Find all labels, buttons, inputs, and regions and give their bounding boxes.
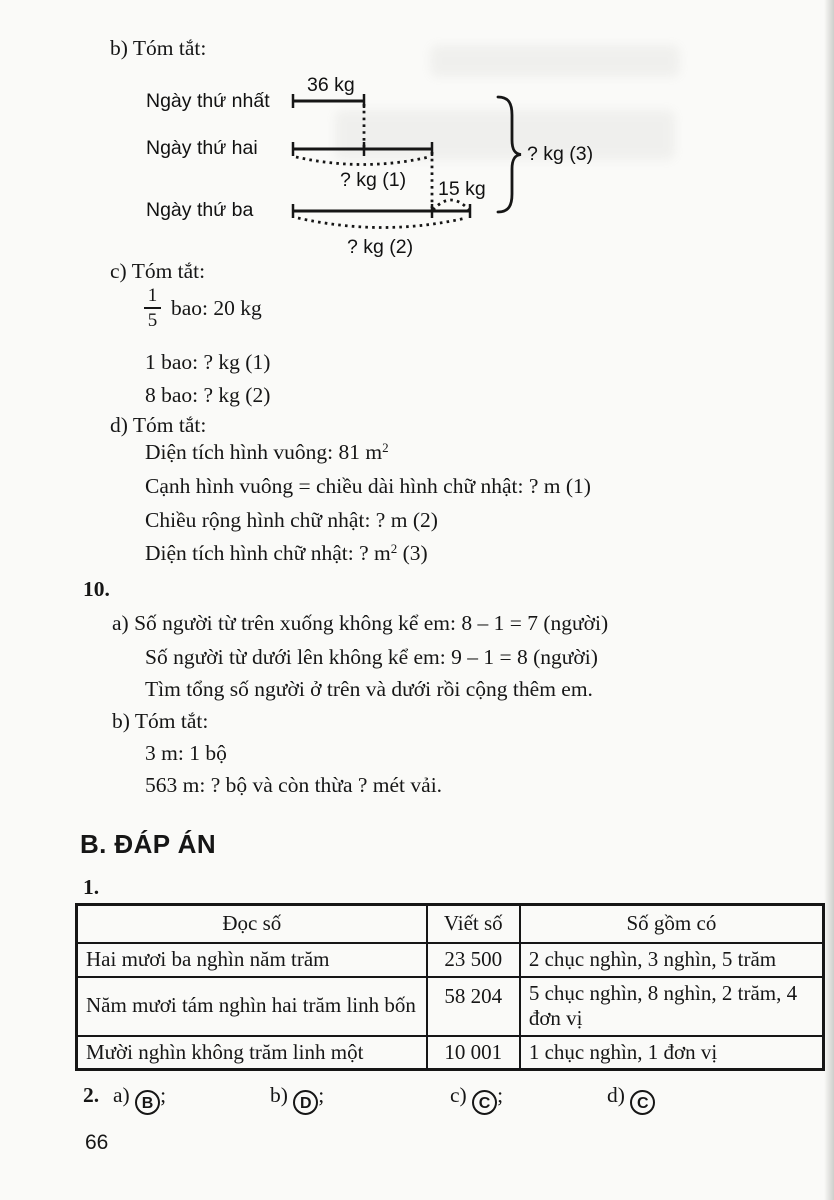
cell-viet-so: 10 001 <box>427 1036 520 1070</box>
option-label: a) <box>113 1083 130 1107</box>
part-c-line2: 8 bao: ? kg (2) <box>145 383 271 407</box>
answer-item1-number: 1. <box>83 875 100 899</box>
diagram-row1-label: Ngày thứ nhất <box>146 90 270 112</box>
cell-viet-so: 58 204 <box>427 977 520 1036</box>
cell-viet-so: 23 500 <box>427 943 520 977</box>
part-c-title: c) Tóm tắt: <box>110 259 206 283</box>
unknown1-label: ? kg (1) <box>340 169 407 191</box>
fraction-denominator: 5 <box>147 310 158 332</box>
cell-doc-so: Hai mươi ba nghìn năm trăm <box>77 943 427 977</box>
part-d-line3: Chiều rộng hình chữ nhật: ? m (2) <box>145 508 438 532</box>
table-header-row <box>77 905 824 944</box>
part-d-line1-text: Diện tích hình vuông: 81 m <box>145 440 383 464</box>
answer-option-a <box>113 1083 166 1115</box>
table-row <box>77 1036 824 1070</box>
option-separator: ; <box>497 1083 504 1107</box>
diagram-row2-label: Ngày thứ hai <box>146 137 258 159</box>
option-label: c) <box>450 1083 467 1107</box>
scan-edge-shadow <box>824 0 834 1200</box>
cell-so-gom-co: 5 chục nghìn, 8 nghìn, 2 trăm, 4 đơn vị <box>520 977 824 1036</box>
day1-value-label: 36 kg <box>307 74 355 96</box>
answer-section-heading: B. ĐÁP ÁN <box>80 829 217 859</box>
unknown2-label: ? kg (2) <box>347 236 414 258</box>
part-d-line1-sup: 2 <box>382 440 389 455</box>
problem-10-number: 10. <box>83 577 110 601</box>
option-separator: ; <box>160 1083 167 1107</box>
cell-so-gom-co: 2 chục nghìn, 3 nghìn, 5 trăm <box>520 943 824 977</box>
circled-letter: C <box>472 1090 497 1115</box>
fraction <box>144 286 161 331</box>
table-row <box>77 977 824 1036</box>
header-so-gom-co: Số gồm có <box>520 905 824 944</box>
diagram-row3-label: Ngày thứ ba <box>146 199 254 221</box>
part-d-line2: Cạnh hình vuông = chiều dài hình chữ nhật: ? m (1) <box>145 474 591 498</box>
problem-10a-line3: Tìm tổng số người ở trên và dưới rồi cộng thêm em. <box>145 677 593 701</box>
problem-10b-title: b) Tóm tắt: <box>112 709 209 733</box>
option-label: d) <box>607 1083 625 1107</box>
part-d-line4 <box>145 541 428 567</box>
circled-letter: C <box>630 1090 655 1115</box>
fraction-rest: bao: 20 kg <box>171 295 262 320</box>
answer-option-d <box>607 1083 655 1115</box>
problem-10b-line2: 563 m: ? bộ và còn thừa ? mét vải. <box>145 773 443 797</box>
answer-option-b <box>270 1083 324 1115</box>
part-c-line1: 1 bao: ? kg (1) <box>145 350 271 374</box>
circled-letter: B <box>135 1090 160 1115</box>
part-d-line4-text: Diện tích hình chữ nhật: ? m <box>145 541 391 565</box>
problem-10a-line2: Số người từ dưới lên không kể em: 9 – 1 = 8 (người) <box>145 645 598 669</box>
part-c-fraction-line <box>144 286 262 331</box>
cell-so-gom-co: 1 chục nghìn, 1 đơn vị <box>520 1036 824 1070</box>
answer-item2-number: 2. <box>83 1083 100 1107</box>
problem-10b-line1: 3 m: 1 bộ <box>145 741 227 765</box>
extra-value-label: 15 kg <box>438 178 486 200</box>
answer-table <box>75 903 825 1071</box>
option-separator: ; <box>318 1083 325 1107</box>
bar-diagram <box>0 70 834 265</box>
cell-doc-so: Năm mươi tám nghìn hai trăm linh bốn <box>77 977 427 1036</box>
header-doc-so: Đọc số <box>77 905 427 944</box>
header-viet-so: Viết số <box>427 905 520 944</box>
total-unknown-label: ? kg (3) <box>527 143 594 165</box>
part-b-title: b) Tóm tắt: <box>110 36 207 60</box>
option-label: b) <box>270 1083 288 1107</box>
cell-doc-so: Mười nghìn không trăm linh một <box>77 1036 427 1070</box>
bar-diagram-lines <box>0 70 834 265</box>
table-row <box>77 943 824 977</box>
part-d-title: d) Tóm tắt: <box>110 413 207 437</box>
fraction-bar <box>144 307 161 309</box>
part-d-line1 <box>145 440 389 466</box>
answer-option-c <box>450 1083 503 1115</box>
problem-10a-line1: a) Số người từ trên xuống không kể em: 8 – 1 = 7 (người) <box>112 611 609 635</box>
part-d-line4-sup: 2 <box>390 541 398 556</box>
circled-letter: D <box>293 1090 318 1115</box>
part-d-line4-post: (3) <box>397 541 428 565</box>
page-number: 66 <box>85 1131 109 1154</box>
fraction-numerator: 1 <box>147 285 158 306</box>
